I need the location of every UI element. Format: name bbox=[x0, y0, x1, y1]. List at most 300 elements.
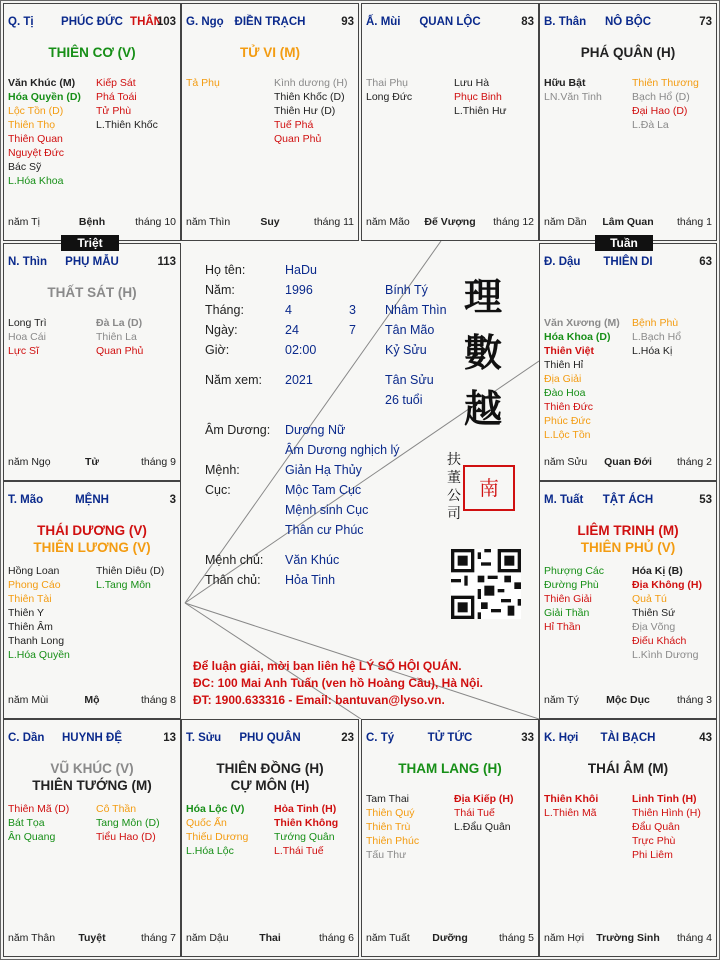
palace-year: năm Tý bbox=[544, 694, 579, 706]
palace-score: 33 bbox=[521, 732, 534, 744]
minor-star: Địa Kiếp (H) bbox=[454, 793, 514, 805]
minor-star: Thiên Đức bbox=[544, 401, 594, 413]
palace-cell bbox=[3, 719, 181, 957]
palace-year: năm Ngọ bbox=[8, 456, 51, 468]
palace-cell bbox=[3, 481, 181, 719]
minor-star: L.Thái Tuế bbox=[274, 845, 324, 857]
label-gio: Giờ: bbox=[205, 343, 230, 357]
minor-star: Thiên Hình (H) bbox=[632, 807, 701, 819]
palace-header bbox=[544, 16, 712, 32]
main-stars bbox=[540, 44, 716, 61]
left-star-list bbox=[544, 316, 620, 442]
palace-year: năm Thân bbox=[8, 932, 56, 944]
palace-header bbox=[186, 16, 354, 32]
label-ngay: Ngày: bbox=[205, 323, 238, 337]
minor-star: Lực Sĩ bbox=[8, 345, 39, 357]
value-gio-can: Kỷ Sửu bbox=[385, 343, 427, 357]
minor-star: L.Lộc Tồn bbox=[544, 429, 591, 441]
triet-band: Triệt bbox=[61, 235, 119, 251]
main-stars bbox=[362, 760, 538, 777]
palace-month: tháng 3 bbox=[676, 694, 712, 706]
palace-header bbox=[8, 494, 176, 510]
than-marker: THÂN bbox=[130, 16, 162, 28]
left-star-list bbox=[544, 792, 598, 820]
qr-code-icon bbox=[451, 549, 521, 619]
palace-cell bbox=[361, 719, 539, 957]
palace-score: 63 bbox=[699, 256, 712, 268]
palace-name: THIÊN DI bbox=[603, 256, 653, 268]
palace-name: NÔ BỘC bbox=[605, 16, 651, 28]
minor-star: Tiểu Hao (D) bbox=[96, 831, 156, 843]
palace-header bbox=[8, 732, 176, 748]
palace-month: tháng 7 bbox=[140, 932, 176, 944]
minor-star: Trực Phù bbox=[632, 835, 676, 847]
minor-star: Hỉ Thần bbox=[544, 621, 581, 633]
minor-star: L.Thiên Khốc bbox=[96, 119, 158, 131]
minor-star: Tả Phụ bbox=[186, 77, 220, 89]
minor-star: Thiên Việt bbox=[544, 345, 594, 357]
minor-star: Thiên Quan bbox=[8, 133, 63, 145]
minor-star: L.Tang Môn bbox=[96, 579, 151, 591]
minor-star: L.Hóa Quyền bbox=[8, 649, 70, 661]
palace-footer bbox=[544, 456, 712, 470]
palace-position: K. Hợi bbox=[544, 732, 579, 744]
palace-footer bbox=[544, 932, 712, 946]
minor-star: Thiên Phúc bbox=[366, 835, 420, 847]
value-thang-can: Nhâm Thìn bbox=[385, 303, 447, 317]
main-stars bbox=[540, 522, 716, 556]
minor-star: Hóa Quyền (D) bbox=[8, 91, 81, 103]
minor-star: Quả Tú bbox=[632, 593, 667, 605]
palace-month: tháng 2 bbox=[676, 456, 712, 468]
value-cuc-3: Thân cư Phúc bbox=[285, 523, 364, 537]
palace-position: M. Tuất bbox=[544, 494, 584, 506]
value-cuc: Mộc Tam Cục bbox=[285, 483, 362, 497]
minor-star: L.Hóa Lộc bbox=[186, 845, 234, 857]
palace-score: 23 bbox=[341, 732, 354, 744]
palace-month: tháng 6 bbox=[318, 932, 354, 944]
value-nam: 1996 bbox=[285, 283, 313, 297]
minor-star: L.Hóa Kị bbox=[632, 345, 673, 357]
minor-star: Phượng Các bbox=[544, 565, 605, 577]
palace-year: năm Mão bbox=[366, 216, 410, 228]
palace-header bbox=[544, 494, 712, 510]
label-cuc: Cục: bbox=[205, 483, 231, 497]
main-star: THIÊN LƯƠNG (V) bbox=[33, 540, 151, 555]
value-am-duong: Dương Nữ bbox=[285, 423, 346, 437]
minor-star: Bệnh Phù bbox=[632, 317, 679, 329]
main-star: TỬ VI (M) bbox=[240, 45, 300, 60]
minor-star: Tướng Quân bbox=[274, 831, 335, 843]
main-star: THIÊN ĐỒNG (H) bbox=[216, 761, 324, 776]
palace-year: năm Dậu bbox=[186, 932, 229, 944]
value-ngay-am: 7 bbox=[349, 323, 356, 337]
palace-header bbox=[8, 256, 176, 272]
palace-position: N. Thìn bbox=[8, 256, 47, 268]
palace-stage: Suy bbox=[260, 216, 280, 228]
palace-month: tháng 9 bbox=[140, 456, 176, 468]
minor-star: L.Kình Dương bbox=[632, 649, 699, 661]
label-menh: Mệnh: bbox=[205, 463, 240, 477]
palace-stage: Mộc Dục bbox=[606, 694, 650, 706]
value-than-chu: Hỏa Tinh bbox=[285, 573, 336, 587]
palace-footer bbox=[186, 216, 354, 230]
main-star: LIÊM TRINH (M) bbox=[577, 523, 679, 538]
value-ngay-can: Tân Mão bbox=[385, 323, 435, 337]
palace-year: năm Hợi bbox=[544, 932, 585, 944]
left-star-list bbox=[186, 76, 220, 90]
main-star: THÁI DƯƠNG (V) bbox=[37, 523, 147, 538]
minor-star: Tang Môn (D) bbox=[96, 817, 160, 829]
palace-footer bbox=[8, 694, 176, 708]
minor-star: Quan Phủ bbox=[274, 133, 322, 145]
palace-cell bbox=[3, 243, 181, 481]
palace-score: 83 bbox=[521, 16, 534, 28]
minor-star: Giải Thần bbox=[544, 607, 590, 619]
contact-line-1: Để luận giải, mời bạn liên hệ LÝ SỐ HỘI QUÁN. bbox=[193, 659, 462, 673]
palace-score: 43 bbox=[699, 732, 712, 744]
minor-star: Lộc Tồn (D) bbox=[8, 105, 64, 117]
palace-position: Q. Tị bbox=[8, 16, 34, 28]
minor-star: Đại Hao (D) bbox=[632, 105, 688, 117]
value-cuc-2: Mệnh sinh Cục bbox=[285, 503, 369, 517]
palace-name: PHÚC ĐỨC bbox=[61, 16, 123, 28]
palace-position: C. Tý bbox=[366, 732, 395, 744]
calligraphy-char: 數 bbox=[463, 330, 502, 375]
calligraphy-logo bbox=[453, 269, 513, 437]
minor-star: Đà La (D) bbox=[96, 317, 143, 329]
palace-year: năm Mùi bbox=[8, 694, 49, 706]
minor-star: L.Hóa Khoa bbox=[8, 175, 64, 187]
value-thang-am: 3 bbox=[349, 303, 356, 317]
palace-footer bbox=[366, 216, 534, 230]
palace-month: tháng 5 bbox=[498, 932, 534, 944]
right-star-list bbox=[454, 76, 507, 118]
minor-star: Thiên Thương bbox=[632, 77, 699, 89]
minor-star: Lưu Hà bbox=[454, 77, 490, 89]
contact-line-2: ĐC: 100 Mai Anh Tuấn (ven hồ Hoàng Cầu), Hà Nội. bbox=[193, 676, 484, 690]
palace-stage: Tử bbox=[84, 456, 100, 468]
minor-star: Quan Phủ bbox=[96, 345, 144, 357]
palace-score: 3 bbox=[169, 494, 176, 506]
palace-position: B. Thân bbox=[544, 16, 587, 28]
minor-star: Thiên Tài bbox=[8, 593, 52, 605]
minor-star: Tấu Thư bbox=[366, 849, 407, 861]
minor-star: Phục Binh bbox=[454, 91, 502, 103]
minor-star: Hồng Loan bbox=[8, 565, 60, 577]
right-star-list bbox=[96, 76, 158, 132]
left-star-list bbox=[8, 802, 69, 844]
palace-footer bbox=[8, 932, 176, 946]
palace-name: PHỤ MẪU bbox=[65, 256, 119, 268]
right-star-list bbox=[632, 76, 699, 132]
value-ngay: 24 bbox=[285, 323, 299, 337]
minor-star: Thanh Long bbox=[8, 635, 65, 647]
minor-star: Đào Hoa bbox=[544, 387, 586, 399]
label-thang: Tháng: bbox=[205, 303, 244, 317]
minor-star: Hóa Lộc (V) bbox=[186, 803, 245, 815]
label-than-chu: Thân chủ: bbox=[205, 573, 261, 587]
minor-star: Thiên La bbox=[96, 331, 137, 343]
minor-star: L.Đà La bbox=[632, 119, 669, 131]
minor-star: Điếu Khách bbox=[632, 635, 687, 647]
main-star: THIÊN CƠ (V) bbox=[48, 45, 136, 60]
palace-header bbox=[366, 16, 534, 32]
minor-star: Kình dương (H) bbox=[274, 77, 348, 89]
palace-header bbox=[366, 732, 534, 748]
palace-year: năm Thìn bbox=[186, 216, 231, 228]
palace-name: HUYNH ĐỆ bbox=[61, 732, 123, 744]
minor-star: Ân Quang bbox=[8, 831, 56, 843]
palace-name: TÀI BẠCH bbox=[600, 732, 656, 744]
main-stars bbox=[540, 760, 716, 777]
minor-star: Địa Không (H) bbox=[632, 579, 702, 591]
main-stars bbox=[4, 44, 180, 61]
palace-year: năm Dần bbox=[544, 216, 587, 228]
right-star-list bbox=[632, 792, 701, 862]
main-star: THIÊN PHỦ (V) bbox=[580, 540, 676, 555]
right-star-list bbox=[274, 76, 347, 146]
minor-star: Tuế Phá bbox=[274, 119, 314, 131]
palace-cell bbox=[3, 3, 181, 241]
minor-star: Hỏa Tinh (H) bbox=[274, 803, 337, 815]
palace-stage: Quan Đới bbox=[604, 456, 652, 468]
palace-score: 113 bbox=[157, 256, 176, 268]
palace-name: MỆNH bbox=[75, 494, 109, 506]
value-nam-xem: 2021 bbox=[285, 373, 313, 387]
palace-cell bbox=[181, 3, 359, 241]
left-star-list bbox=[544, 564, 604, 634]
minor-star: Thiên Hỉ bbox=[544, 359, 584, 371]
value-gio: 02:00 bbox=[285, 343, 317, 357]
palace-year: năm Tuất bbox=[366, 932, 410, 944]
minor-star: Bạch Hổ (D) bbox=[632, 91, 690, 103]
palace-stage: Trường Sinh bbox=[596, 932, 660, 944]
label-nam: Năm: bbox=[205, 283, 235, 297]
palace-name: PHU QUÂN bbox=[239, 732, 301, 744]
center-info-panel bbox=[181, 241, 539, 719]
minor-star: Phá Toái bbox=[96, 91, 137, 103]
main-stars bbox=[4, 760, 180, 794]
palace-stage: Mộ bbox=[84, 694, 100, 706]
value-nam-xem-can: Tân Sửu bbox=[385, 373, 434, 387]
minor-star: Phong Cáo bbox=[8, 579, 61, 591]
main-star: CỰ MÔN (H) bbox=[230, 778, 310, 793]
minor-star: L.Đẩu Quân bbox=[454, 821, 511, 833]
palace-position: Đ. Dậu bbox=[544, 256, 581, 268]
left-star-list bbox=[544, 76, 602, 104]
main-stars bbox=[182, 44, 358, 61]
main-stars bbox=[4, 522, 180, 556]
label-ho-ten: Họ tên: bbox=[205, 263, 246, 277]
minor-star: Thiên Khốc (D) bbox=[274, 91, 345, 103]
label-menh-chu: Mệnh chủ: bbox=[205, 553, 264, 567]
minor-star: Địa Giải bbox=[544, 373, 582, 385]
palace-name: ĐIỀN TRẠCH bbox=[234, 16, 306, 28]
right-star-list bbox=[632, 564, 702, 662]
main-star: PHÁ QUÂN (H) bbox=[580, 45, 676, 60]
palace-header bbox=[186, 732, 354, 748]
main-star: VŨ KHÚC (V) bbox=[50, 761, 134, 776]
tuan-band: Tuần bbox=[595, 235, 653, 251]
right-star-list bbox=[96, 564, 164, 592]
minor-star: LN.Văn Tinh bbox=[544, 91, 602, 103]
palace-position: T. Mão bbox=[8, 494, 44, 506]
palace-stage: Thai bbox=[259, 932, 281, 944]
main-star: THIÊN TƯỚNG (M) bbox=[32, 778, 152, 793]
minor-star: Bác Sỹ bbox=[8, 161, 42, 173]
left-star-list bbox=[186, 802, 248, 858]
value-thang: 4 bbox=[285, 303, 292, 317]
right-star-list bbox=[274, 802, 338, 858]
minor-star: L.Bạch Hổ bbox=[632, 331, 682, 343]
palace-month: tháng 4 bbox=[676, 932, 712, 944]
minor-star: Thiên Âm bbox=[8, 621, 53, 633]
value-tuoi: 26 tuổi bbox=[385, 393, 423, 407]
value-menh: Giản Hạ Thủy bbox=[285, 463, 362, 477]
palace-score: 93 bbox=[341, 16, 354, 28]
palace-name: TỬ TỨC bbox=[427, 732, 473, 744]
minor-star: Thiên Không bbox=[274, 817, 339, 829]
minor-star: Quốc Ấn bbox=[186, 817, 227, 829]
palace-score: 73 bbox=[699, 16, 712, 28]
minor-star: Thiên Sứ bbox=[632, 607, 676, 619]
palace-score: 53 bbox=[699, 494, 712, 506]
minor-star: Phúc Đức bbox=[544, 415, 591, 427]
palace-position: T. Sửu bbox=[186, 732, 222, 744]
main-stars bbox=[4, 284, 180, 301]
main-star: THÁI ÂM (M) bbox=[587, 761, 669, 776]
calligraphy-char: 理 bbox=[463, 274, 502, 319]
palace-stage: Tuyệt bbox=[78, 932, 106, 944]
minor-star: Tử Phù bbox=[96, 105, 132, 117]
minor-star: Nguyệt Đức bbox=[8, 147, 65, 159]
minor-star: Thiên Diêu (D) bbox=[96, 565, 165, 577]
palace-position: Ấ. Mùi bbox=[366, 16, 401, 28]
palace-header bbox=[8, 16, 176, 32]
right-star-list bbox=[632, 316, 681, 358]
minor-star: Thiên Quý bbox=[366, 807, 415, 819]
palace-name: TẬT ÁCH bbox=[602, 494, 654, 506]
palace-year: năm Tị bbox=[8, 216, 40, 228]
minor-star: Thai Phụ bbox=[366, 77, 409, 89]
minor-star: Linh Tinh (H) bbox=[632, 793, 697, 805]
minor-star: L.Thiên Mã bbox=[544, 807, 597, 819]
palace-footer bbox=[366, 932, 534, 946]
left-star-list bbox=[366, 76, 412, 104]
minor-star: Thiên Mã (D) bbox=[8, 803, 70, 815]
value-menh-chu: Văn Khúc bbox=[285, 553, 340, 567]
right-star-list bbox=[96, 316, 143, 358]
palace-month: tháng 1 bbox=[676, 216, 712, 228]
palace-month: tháng 12 bbox=[493, 216, 534, 228]
palace-stage: Dưỡng bbox=[432, 932, 468, 944]
main-star: THAM LANG (H) bbox=[398, 761, 502, 776]
label-nam-xem: Năm xem: bbox=[205, 373, 262, 387]
palace-footer bbox=[544, 216, 712, 230]
calligraphy-subtitle: 扶董公司 bbox=[447, 452, 461, 522]
minor-star: Thiên Trù bbox=[366, 821, 411, 833]
palace-score: 103 bbox=[156, 16, 176, 28]
palace-footer bbox=[8, 456, 176, 470]
palace-cell bbox=[361, 3, 539, 241]
value-nam-can: Bính Tý bbox=[385, 283, 428, 297]
minor-star: Thiên Y bbox=[8, 607, 44, 619]
calligraphy-char: 越 bbox=[463, 386, 502, 431]
minor-star: Hóa Kị (B) bbox=[632, 565, 683, 577]
left-star-list bbox=[366, 792, 419, 862]
left-star-list bbox=[8, 564, 70, 662]
palace-score: 13 bbox=[163, 732, 176, 744]
palace-stage: Đế Vượng bbox=[424, 216, 476, 228]
minor-star: Địa Võng bbox=[632, 621, 676, 633]
minor-star: Văn Xương (M) bbox=[544, 317, 620, 329]
palace-month: tháng 8 bbox=[140, 694, 176, 706]
minor-star: Bát Tọa bbox=[8, 817, 45, 829]
palace-header bbox=[544, 732, 712, 748]
left-star-list bbox=[8, 316, 47, 358]
palace-year: năm Sửu bbox=[544, 456, 588, 468]
minor-star: L.Thiên Hư bbox=[454, 105, 507, 117]
palace-footer bbox=[186, 932, 354, 946]
right-star-list bbox=[96, 802, 160, 844]
minor-star: Phi Liêm bbox=[632, 849, 673, 861]
minor-star: Kiếp Sát bbox=[96, 77, 136, 89]
palace-position: G. Ngọ bbox=[186, 16, 224, 28]
minor-star: Văn Khúc (M) bbox=[8, 77, 76, 89]
palace-month: tháng 10 bbox=[135, 216, 176, 228]
main-stars bbox=[182, 760, 358, 794]
minor-star: Thiên Hư (D) bbox=[274, 105, 336, 117]
minor-star: Thiếu Dương bbox=[186, 831, 249, 843]
value-ho-ten: HaDu bbox=[285, 263, 317, 277]
minor-star: Đẩu Quân bbox=[632, 821, 680, 833]
value-am-duong-2: Âm Dương nghịch lý bbox=[285, 443, 400, 457]
palace-name: QUAN LỘC bbox=[419, 16, 481, 28]
minor-star: Hoa Cái bbox=[8, 331, 46, 343]
palace-stage: Lâm Quan bbox=[602, 216, 654, 228]
palace-footer bbox=[8, 216, 176, 230]
palace-position: C. Dần bbox=[8, 732, 45, 744]
label-am-duong: Âm Dương: bbox=[205, 423, 271, 437]
minor-star: Hóa Khoa (D) bbox=[544, 331, 611, 343]
minor-star: Thiên Khôi bbox=[544, 793, 599, 805]
minor-star: Thiên Thọ bbox=[8, 119, 56, 131]
palace-cell bbox=[539, 719, 717, 957]
palace-stage: Bệnh bbox=[78, 216, 106, 228]
left-star-list bbox=[8, 76, 81, 188]
palace-month: tháng 11 bbox=[313, 216, 354, 228]
main-star: THẤT SÁT (H) bbox=[47, 285, 137, 300]
red-seal: 南 bbox=[463, 465, 515, 511]
palace-cell bbox=[181, 719, 359, 957]
palace-cell bbox=[539, 3, 717, 241]
minor-star: Long Trì bbox=[8, 317, 47, 329]
palace-cell bbox=[539, 481, 717, 719]
palace-cell bbox=[539, 243, 717, 481]
minor-star: Hữu Bật bbox=[544, 77, 586, 89]
minor-star: Thái Tuế bbox=[454, 807, 495, 819]
minor-star: Tam Thai bbox=[366, 793, 409, 805]
minor-star: Long Đức bbox=[366, 91, 413, 103]
minor-star: Đường Phù bbox=[544, 579, 599, 591]
right-star-list bbox=[454, 792, 514, 834]
contact-line-3: ĐT: 1900.633316 - Email: bantuvan@lyso.vn. bbox=[193, 693, 445, 707]
palace-header bbox=[544, 256, 712, 272]
palace-footer bbox=[544, 694, 712, 708]
minor-star: Cô Thần bbox=[96, 803, 137, 815]
minor-star: Thiên Giải bbox=[544, 593, 592, 605]
